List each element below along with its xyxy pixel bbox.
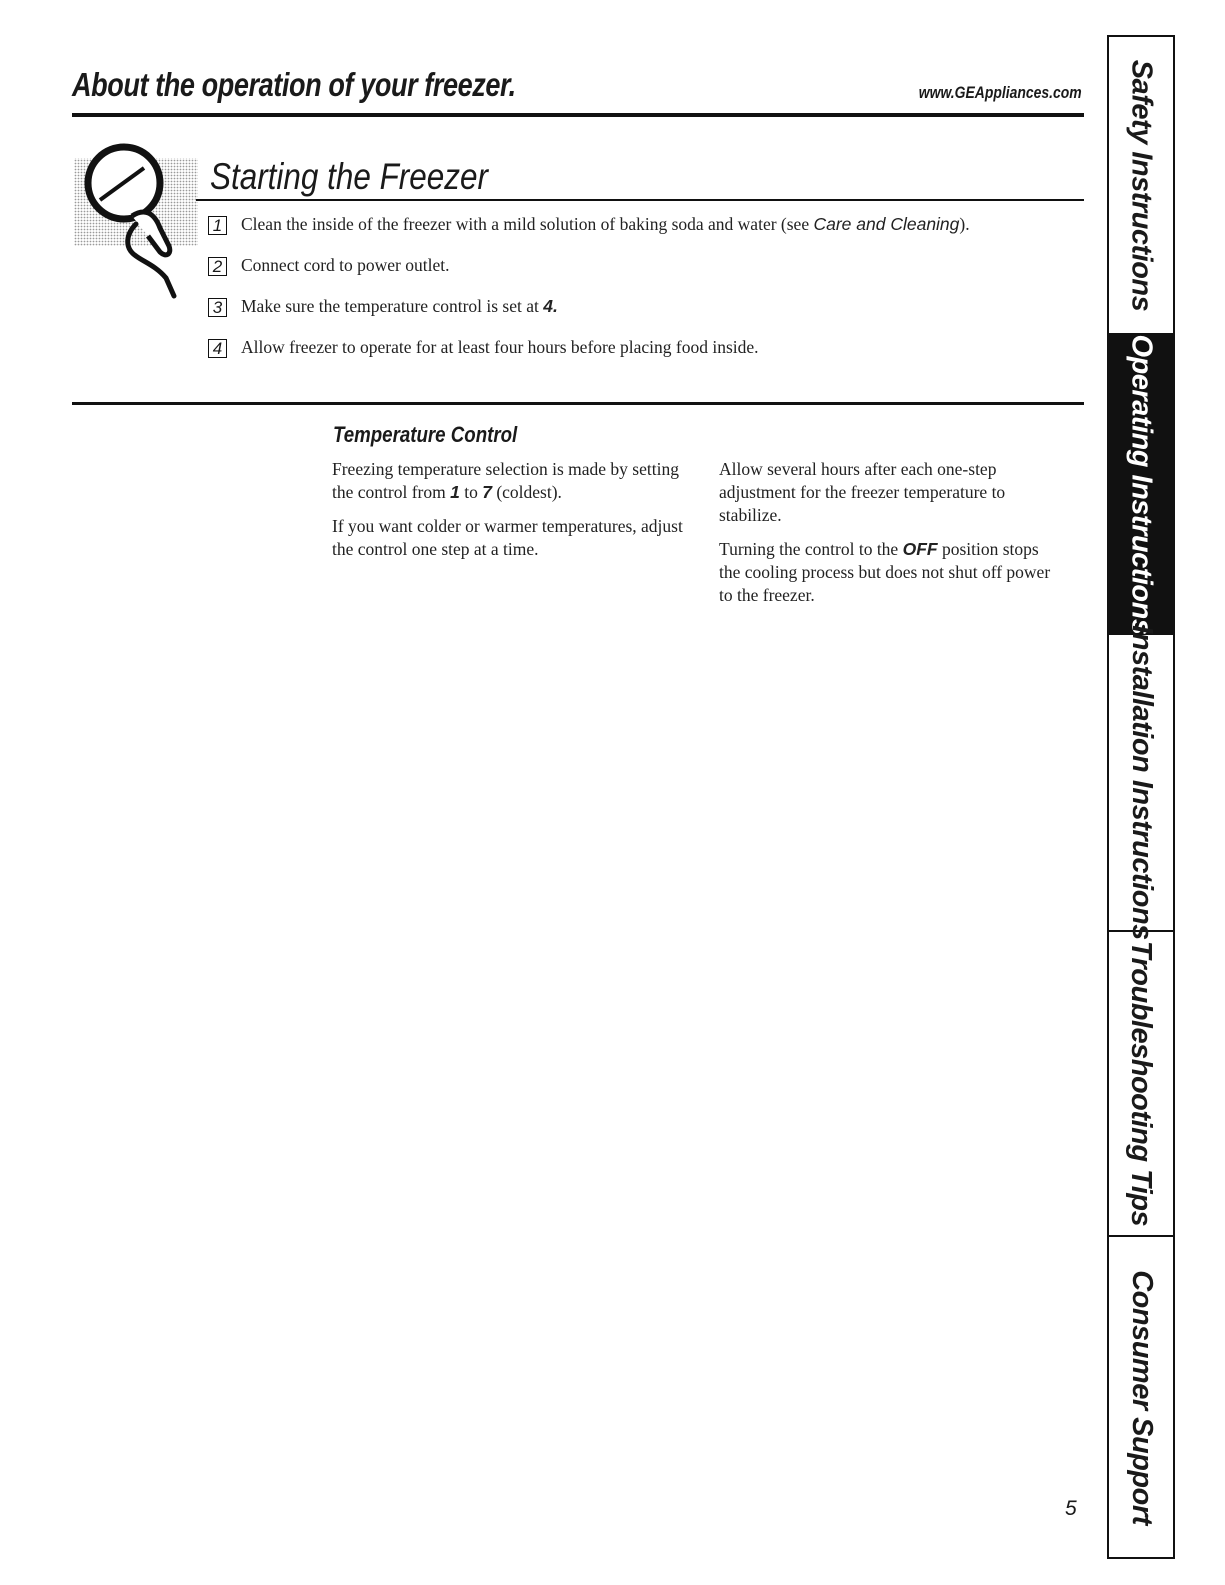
step-text: Connect cord to power outlet. <box>241 255 450 275</box>
starting-steps-list <box>208 210 1088 374</box>
temperature-control-left-column <box>332 458 694 572</box>
tab-consumer-support[interactable]: Consumer Support <box>1125 1269 1158 1525</box>
step-1 <box>208 210 1088 251</box>
off-position-label: OFF <box>902 539 938 559</box>
website-url[interactable]: www.GEAppliances.com <box>919 83 1082 102</box>
tab-safety-instructions[interactable]: Safety Instructions <box>1109 37 1173 335</box>
paragraph: Turning the control to the OFF position stops the cooling process but does not shut off power to the freezer. <box>719 539 1051 605</box>
paragraph: If you want colder or warmer temperatures, adjust the control one step at a time. <box>332 516 683 559</box>
temperature-control-right-column <box>719 458 1059 618</box>
paragraph: Freezing temperature selection is made by setting the control from 1 to 7 (coldest). <box>332 459 679 502</box>
temperature-control-heading: Temperature Control <box>333 422 518 447</box>
step-2 <box>208 251 1088 292</box>
section-end-divider <box>72 402 1084 405</box>
page-number: 5 <box>1065 1497 1077 1520</box>
tab-troubleshooting-tips[interactable]: Troubleshooting Tips <box>1109 932 1173 1237</box>
step-number-box: 3 <box>208 298 227 317</box>
step-number-box: 4 <box>208 339 227 358</box>
care-and-cleaning-reference: Care and Cleaning <box>813 214 960 234</box>
section-divider <box>196 199 1084 201</box>
hand-turning-dial-icon <box>74 138 204 303</box>
step-text: Allow freezer to operate for at least four hours before placing food inside. <box>241 337 759 357</box>
header-divider <box>72 113 1084 117</box>
step-text: Make sure the temperature control is set at 4. <box>241 296 558 316</box>
tab-operating-instructions[interactable]: Operating Instructions <box>1109 335 1173 635</box>
tab-installation-instructions[interactable]: Installation Instructions <box>1109 635 1173 932</box>
section-tabs <box>1107 35 1175 1559</box>
page-title: About the operation of your freezer. <box>72 66 516 103</box>
paragraph: Allow several hours after each one-step adjustment for the freezer temperature to stabilize. <box>719 459 1006 525</box>
section-title: Starting the Freezer <box>210 156 488 197</box>
step-number-box: 2 <box>208 257 227 276</box>
step-number-box: 1 <box>208 216 227 235</box>
control-setting-value: 4 <box>543 296 553 316</box>
step-4 <box>208 333 1088 374</box>
step-text: Clean the inside of the freezer with a mild solution of baking soda and water (see Care and Cleaning). <box>241 214 970 234</box>
step-3 <box>208 292 1088 333</box>
